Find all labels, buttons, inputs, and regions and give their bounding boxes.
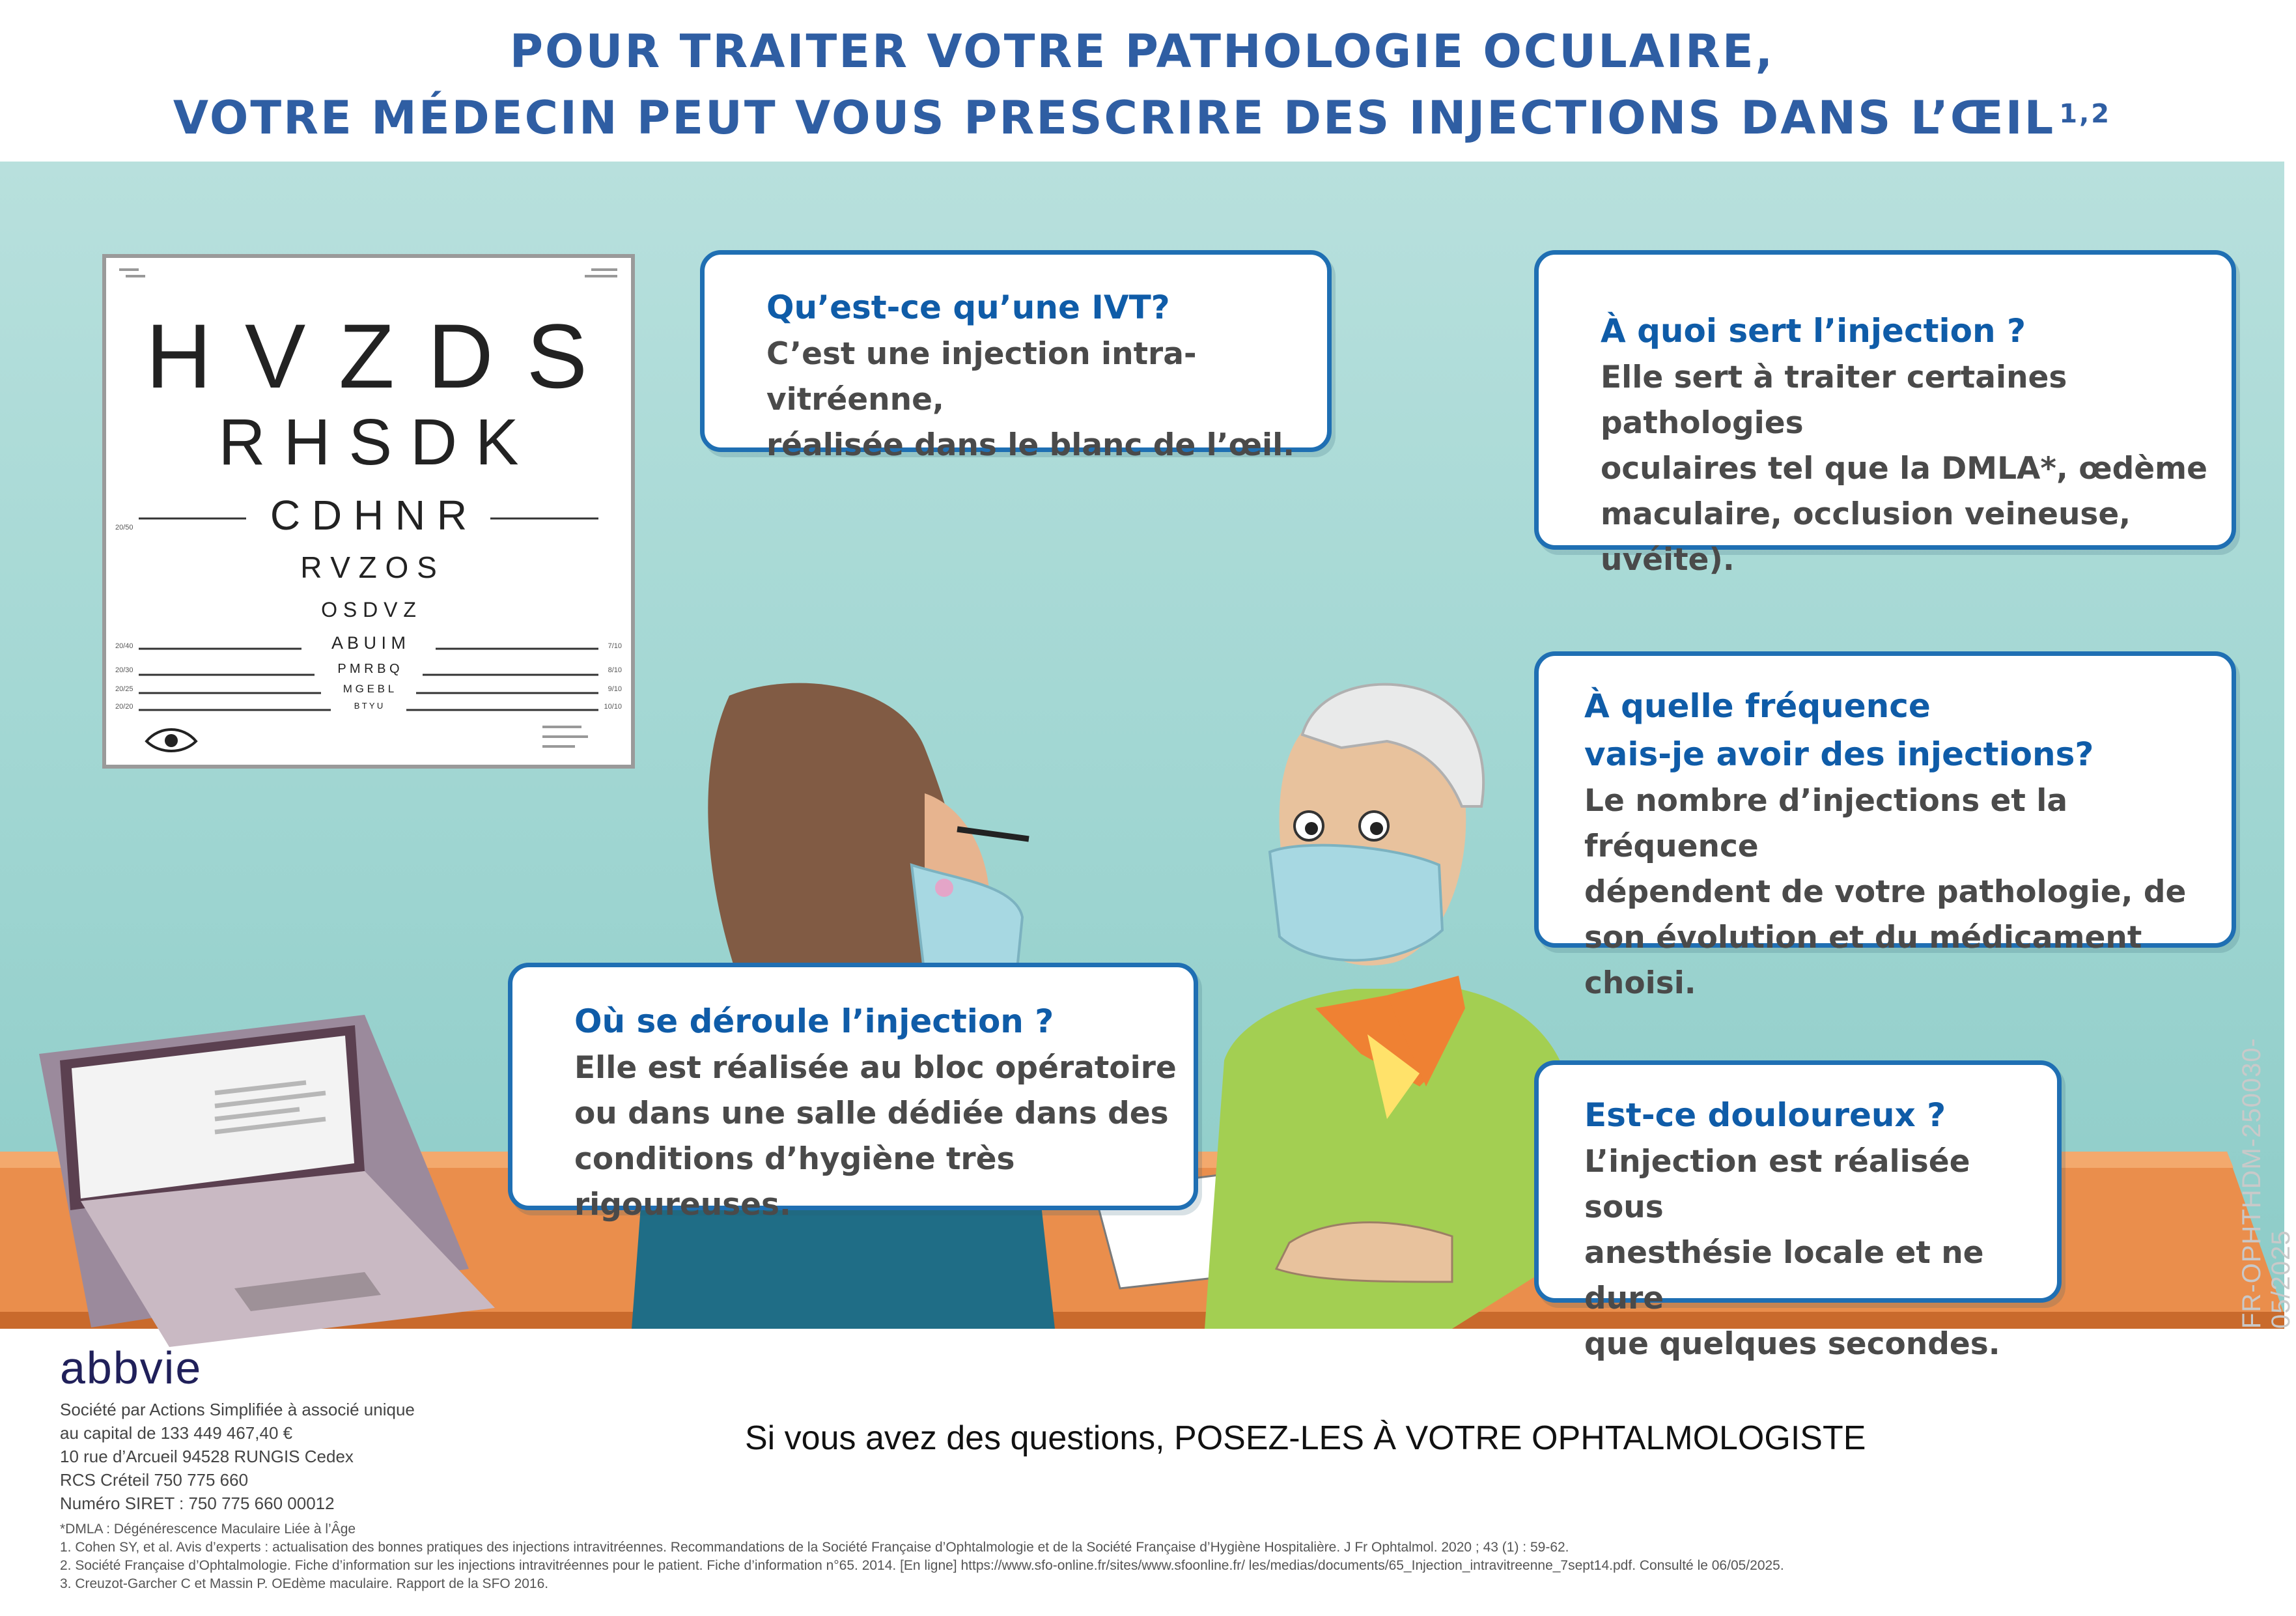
bubble-pain-answer-2: anesthésie locale et ne dure: [1584, 1235, 1984, 1316]
eye-chart: [102, 254, 635, 769]
page-title: [0, 18, 2284, 151]
chart-mark-left-4: 20/25: [115, 685, 133, 693]
chart-mark-left-5: 20/20: [115, 703, 133, 711]
document-code: FR-OPHTHDM-250030-05/2025: [2237, 1038, 2295, 1329]
title-line-1: POUR TRAITER VOTRE PATHOLOGIE OCULAIRE,: [509, 25, 1775, 78]
bubble-ivt-answer-2: réalisée dans le blanc de l’œil.: [766, 427, 1295, 463]
company-info: [60, 1398, 415, 1515]
bubble-location: [508, 963, 1198, 1223]
chart-mark-left-3: 20/30: [115, 666, 133, 674]
chart-row-1: H V Z D S: [145, 305, 592, 407]
chart-row-9: B T Y U: [354, 701, 384, 711]
laptop: [39, 1015, 495, 1347]
chart-row-2: R H S D K: [218, 406, 519, 479]
company-line: Numéro SIRET : 750 775 660 00012: [60, 1494, 335, 1513]
reference-line: 3. Creuzot-Garcher C et Massin P. OEdème maculaire. Rapport de la SFO 2016.: [60, 1576, 549, 1591]
abbvie-logo: abbvie: [60, 1342, 203, 1393]
title-line-2-text: VOTRE MÉDECIN PEUT VOUS PRESCRIRE DES INJECTIONS DANS L’ŒIL: [173, 91, 2056, 145]
bubble-frequency-question-2: vais-je avoir des injections?: [1584, 735, 2094, 773]
bubble-pain: [1534, 1060, 2062, 1362]
reference-line: *DMLA : Dégénérescence Maculaire Liée à l’Âge: [60, 1522, 356, 1537]
chart-mark-right-1: 7/10: [608, 642, 622, 650]
bubble-location-answer-2: ou dans une salle dédiée dans des: [574, 1096, 1169, 1131]
chart-lines: [106, 258, 631, 765]
references: [60, 1520, 1784, 1593]
chart-row-3: C D H N R: [270, 492, 468, 539]
bubble-frequency-answer-3: son évolution et du médicament choisi.: [1584, 920, 2142, 1001]
company-line: RCS Créteil 750 775 660: [60, 1470, 249, 1490]
bubble-ivt: [700, 250, 1332, 463]
bubble-purpose: [1534, 250, 2236, 578]
chart-row-4: R V Z O S: [300, 550, 437, 584]
eye-icon: [147, 730, 196, 751]
bubble-frequency: [1534, 651, 2236, 1001]
bubble-purpose-question: À quoi sert l’injection ?: [1601, 312, 2026, 350]
chart-row-5: O S D V Z: [321, 598, 416, 621]
company-line: 10 rue d’Arcueil 94528 RUNGIS Cedex: [60, 1447, 354, 1466]
title-reference: 1,2: [2059, 99, 2112, 129]
bubble-pain-answer-1: L’injection est réalisée sous: [1584, 1144, 1970, 1225]
bubble-location-answer-3: conditions d’hygiène très rigoureuses.: [574, 1141, 1015, 1223]
bubble-purpose-answer-3: maculaire, occlusion veineuse, uvéite).: [1601, 496, 2131, 578]
chart-row-6: A B U I M: [331, 633, 406, 653]
title-line-2: [0, 85, 2284, 151]
bubble-frequency-answer-2: dépendent de votre pathologie, de: [1584, 874, 2187, 910]
bubble-pain-question: Est-ce douloureux ?: [1584, 1096, 1946, 1134]
reference-line: 1. Cohen SY, et al. Avis d’experts : actualisation des bonnes pratiques des injections intravitréennes. Recommandations de la Société Française d’Ophtalmologie et de la Société Française d’Hygiène Hospitalière. J Fr Ophtalmol. 2020 ; 43 (1) : 59-62.: [60, 1540, 1569, 1555]
illustration-scene: [0, 162, 2295, 1362]
chart-row-7: P M R B Q: [337, 662, 400, 676]
call-to-action: Si vous avez des questions, POSEZ-LES À VOTRE OPHTALMOLOGISTE: [745, 1419, 1866, 1457]
bubble-pain-answer-3: que quelques secondes.: [1584, 1326, 2000, 1362]
bubble-frequency-question-1: À quelle fréquence: [1584, 687, 1931, 725]
chart-mark-left-2: 20/40: [115, 642, 133, 650]
patient: [1205, 685, 1589, 1329]
chart-row-8: M G E B L: [343, 683, 395, 695]
bubble-frequency-answer-1: Le nombre d’injections et la fréquence: [1584, 783, 2068, 864]
bubble-ivt-answer-1: C’est une injection intra-vitréenne,: [766, 336, 1197, 418]
chart-mark-right-4: 10/10: [604, 703, 622, 711]
bubble-location-question: Où se déroule l’injection ?: [574, 1002, 1054, 1040]
company-line: au capital de 133 449 467,40 €: [60, 1423, 293, 1443]
reference-line: 2. Société Française d’Ophtalmologie. Fiche d’information sur les injections intravitréennes pour le patient. Fiche d’information n°65. 2014. [En ligne] https://www.sfo-online.fr/sites/www.sfoonline.fr/ les/medias/documents/65_Injection_intravitreenne_7sept14.pdf. Consulté le 06/05/2025.: [60, 1558, 1784, 1573]
bubble-ivt-question: Qu’est-ce qu’une IVT?: [766, 289, 1170, 326]
bubble-location-answer-1: Elle est réalisée au bloc opératoire: [574, 1050, 1177, 1086]
bubble-purpose-answer-1: Elle sert à traiter certaines pathologies: [1601, 360, 2067, 441]
chart-mark-right-3: 9/10: [608, 685, 622, 693]
company-line: Société par Actions Simplifiée à associé unique: [60, 1400, 415, 1419]
bubble-purpose-answer-2: oculaires tel que la DMLA*, œdème: [1601, 451, 2207, 487]
chart-mark-left-1: 20/50: [115, 524, 133, 532]
chart-mark-right-2: 8/10: [608, 666, 622, 674]
